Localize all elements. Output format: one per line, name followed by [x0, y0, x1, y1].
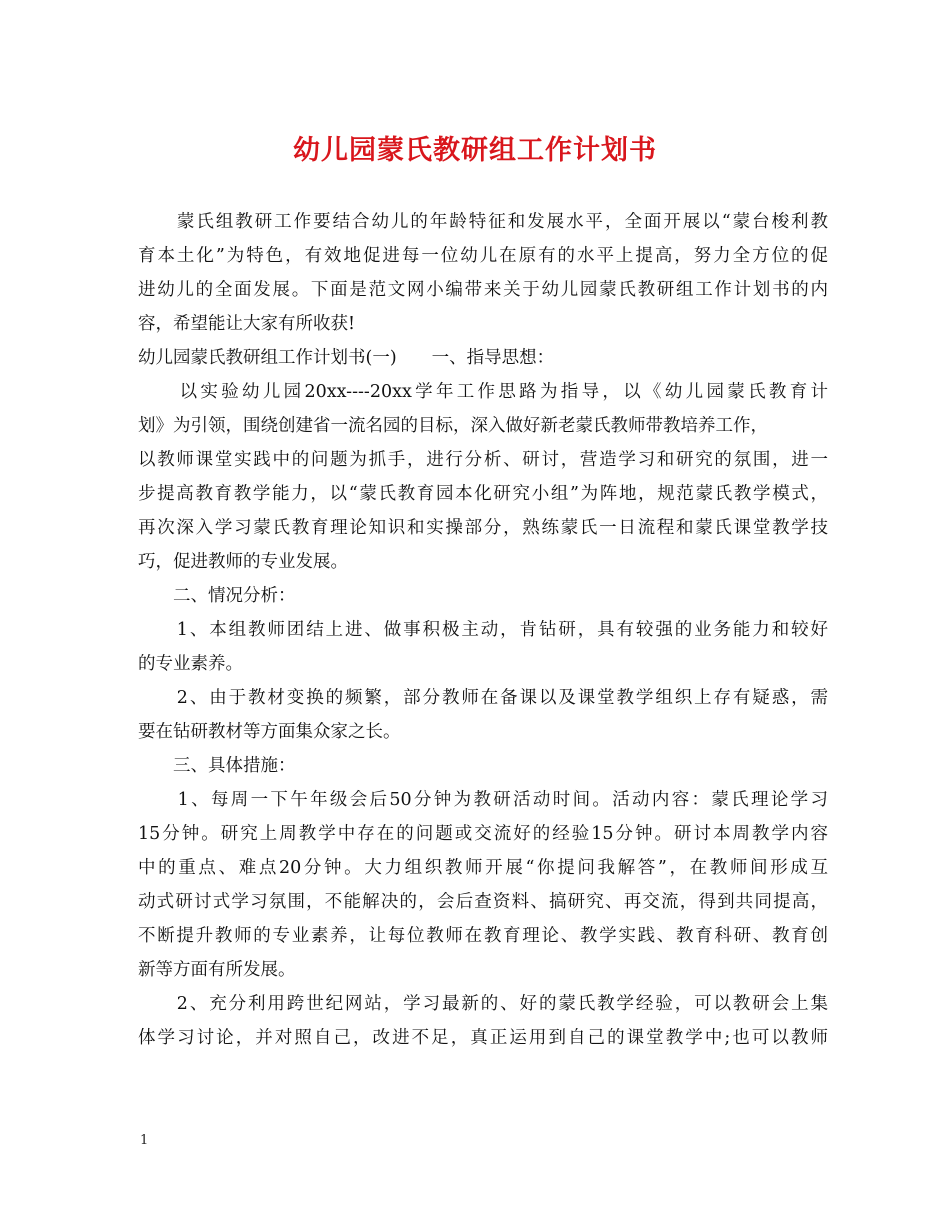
body-line: 新等方面有所发展。 — [138, 960, 296, 980]
body-line: 1、本组教师团结上进、做事积极主动，肯钻研，具有较强的业务能力和较好 — [138, 620, 828, 640]
body-line: 以教师课堂实践中的问题为抓手，进行分析、研讨，营造学习和研究的氛围，进一 — [138, 450, 828, 470]
body-line: 1、每周一下午年级会后50分钟为教研活动时间。活动内容：蒙氏理论学习 — [138, 790, 828, 810]
body-line: 育本土化”为特色，有效地促进每一位幼儿在原有的水平上提高，努力全方位的促 — [138, 246, 828, 266]
document-body — [138, 205, 828, 1055]
section-heading-line: 二、情况分析： — [138, 586, 296, 606]
body-line: 中的重点、难点20分钟。大力组织教师开展“你提问我解答”，在教师间形成互 — [138, 858, 828, 878]
body-line: 的专业素养。 — [138, 654, 243, 674]
body-line: 2、充分利用跨世纪网站，学习最新的、好的蒙氏教学经验，可以教研会上集 — [138, 994, 828, 1014]
body-line: 再次深入学习蒙氏教育理论知识和实操部分，熟练蒙氏一日流程和蒙氏课堂教学技 — [138, 518, 828, 538]
body-line: 不断提升教师的专业素养，让每位教师在教育理论、教学实践、教育科研、教育创 — [138, 926, 828, 946]
document-title: 幼儿园蒙氏教研组工作计划书 — [293, 135, 657, 166]
body-line: 15分钟。研究上周教学中存在的问题或交流好的经验15分钟。研讨本周教学内容 — [138, 824, 828, 844]
body-line: 巧，促进教师的专业发展。 — [138, 552, 348, 572]
body-line: 步提高教育教学能力，以“蒙氏教育园本化研究小组”为阵地，规范蒙氏教学模式， — [138, 484, 828, 504]
body-line: 划》为引领，围绕创建省一流名园的目标，深入做好新老蒙氏教师带教培养工作， — [138, 416, 768, 436]
body-line: 要在钻研教材等方面集众家之长。 — [138, 722, 401, 742]
page-number: 1 — [140, 1133, 149, 1148]
section-heading-line: 幼儿园蒙氏教研组工作计划书(一) 一、指导思想： — [138, 348, 555, 368]
body-line: 动式研讨式学习氛围，不能解决的，会后查资料、搞研究、再交流，得到共同提高， — [138, 892, 828, 912]
section-heading-line: 三、具体措施： — [138, 756, 296, 776]
body-line: 体学习讨论，并对照自己，改进不足，真正运用到自己的课堂教学中;也可以教师 — [138, 1028, 828, 1048]
body-line: 容，希望能让大家有所收获! — [138, 314, 356, 334]
body-line: 以实验幼儿园20xx----20xx学年工作思路为指导，以《幼儿园蒙氏教育计 — [138, 382, 828, 402]
body-line: 进幼儿的全面发展。下面是范文网小编带来关于幼儿园蒙氏教研组工作计划书的内 — [138, 280, 828, 300]
body-line: 蒙氏组教研工作要结合幼儿的年龄特征和发展水平，全面开展以“蒙台梭利教 — [138, 212, 828, 232]
body-line: 2、由于教材变换的频繁，部分教师在备课以及课堂教学组织上存有疑惑，需 — [138, 688, 828, 708]
